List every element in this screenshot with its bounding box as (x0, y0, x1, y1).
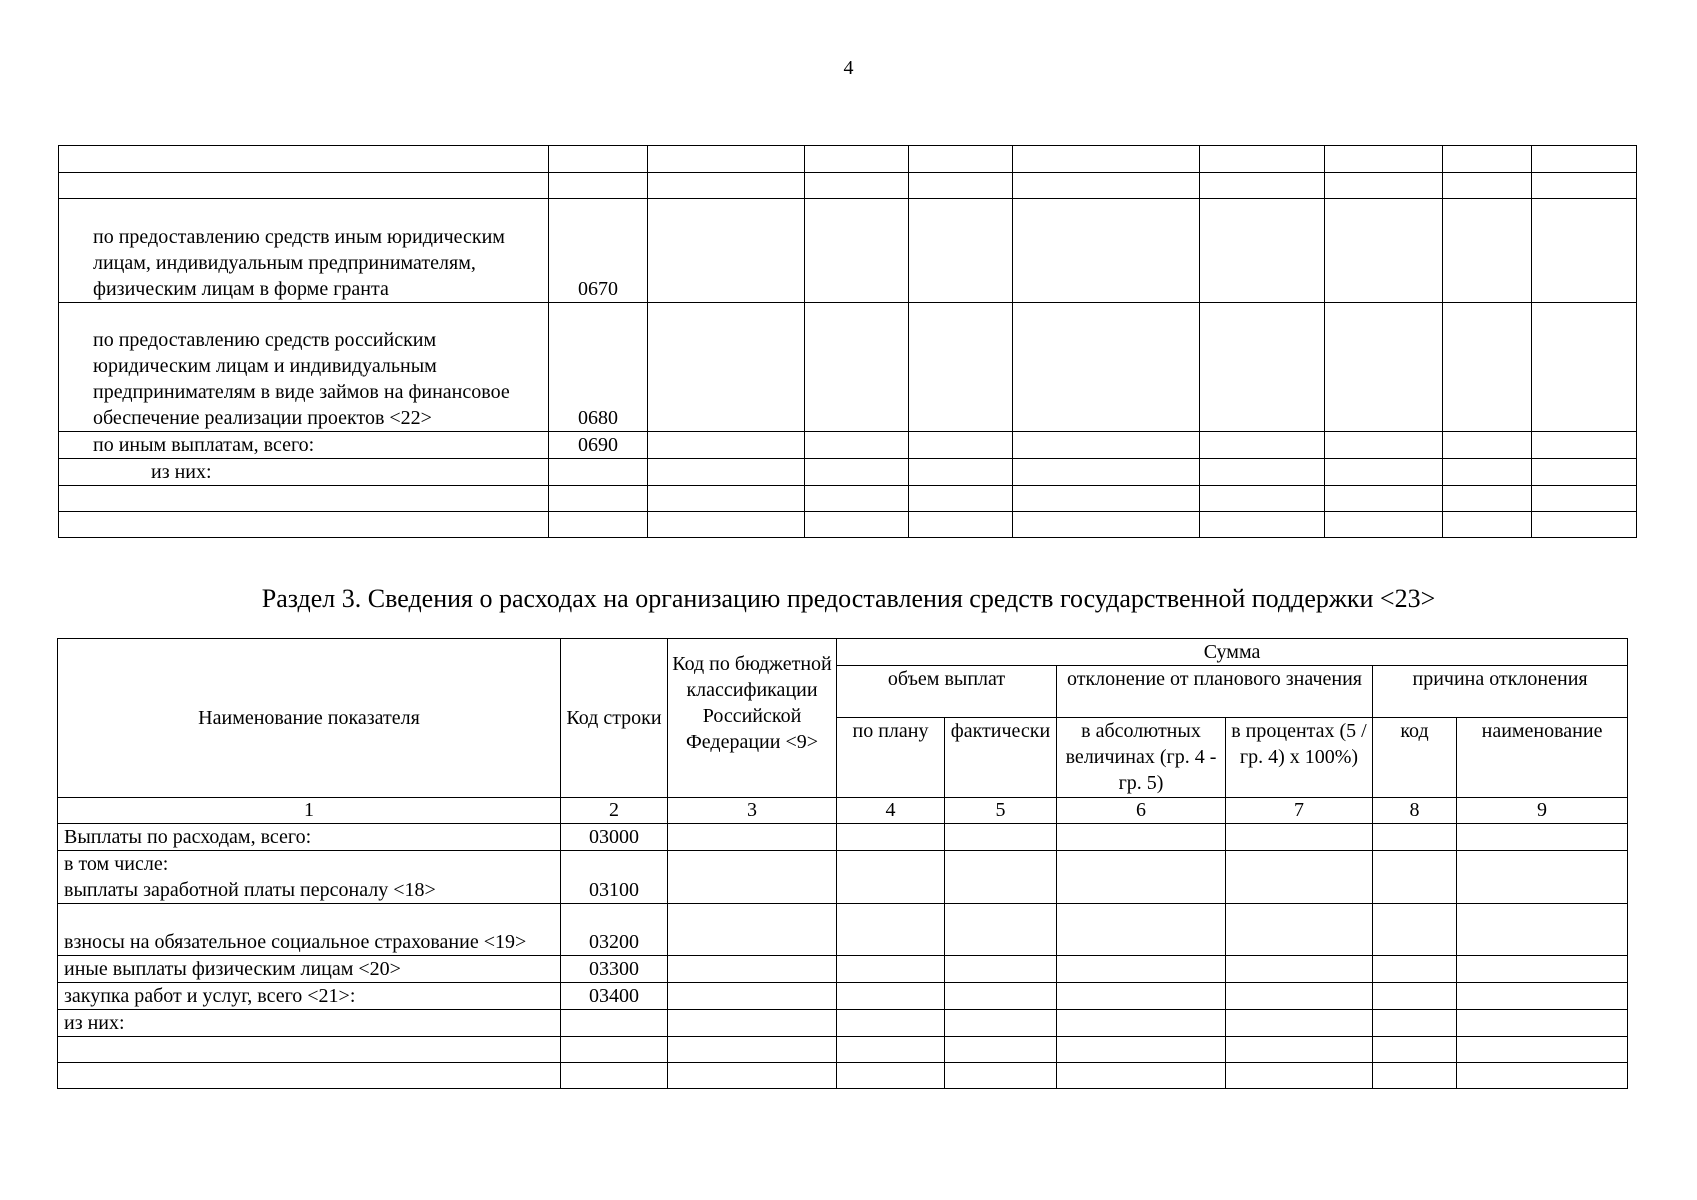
table-cell (1013, 146, 1200, 173)
header-actual: фактически (945, 718, 1057, 798)
table-cell (909, 459, 1013, 486)
table-cell (1532, 173, 1637, 199)
table-cell (909, 512, 1013, 538)
table-cell (837, 851, 945, 904)
table-cell (837, 904, 945, 956)
row-code: 03400 (561, 983, 668, 1010)
table-cell (648, 512, 805, 538)
table-cell (1325, 459, 1443, 486)
table-row (59, 432, 1637, 459)
row-name: по иным выплатам, всего: (59, 432, 549, 459)
table-cell (1532, 486, 1637, 512)
table-cell (1226, 1037, 1373, 1063)
table-cell (1200, 432, 1325, 459)
table-cell (668, 983, 837, 1010)
table-cell (1200, 486, 1325, 512)
header-reason-code: код (1373, 718, 1457, 798)
table-cell (805, 432, 909, 459)
table-cell (1325, 146, 1443, 173)
table-cell (1443, 146, 1532, 173)
table-row (59, 199, 1637, 303)
table-cell (1532, 432, 1637, 459)
table-cell (1226, 904, 1373, 956)
table-cell (1457, 1037, 1628, 1063)
row-code: 0670 (549, 199, 648, 303)
table-row (59, 512, 1637, 538)
table-cell (668, 851, 837, 904)
table-cell (837, 1037, 945, 1063)
table-cell (1443, 512, 1532, 538)
row-code (549, 459, 648, 486)
table-cell (1532, 512, 1637, 538)
table-cell (805, 512, 909, 538)
table-cell (909, 173, 1013, 199)
table-cell (805, 173, 909, 199)
row-name: взносы на обязательное социальное страхование <19> (58, 904, 561, 956)
column-number: 9 (1457, 798, 1628, 824)
table-cell (668, 904, 837, 956)
table-cell (1200, 173, 1325, 199)
table-row (59, 486, 1637, 512)
table-row (58, 851, 1628, 904)
table-row (59, 459, 1637, 486)
column-number: 8 (1373, 798, 1457, 824)
row-name: иные выплаты физическим лицам <20> (58, 956, 561, 983)
row-name (59, 173, 549, 199)
row-name: из них: (58, 1010, 561, 1037)
table-cell (668, 1010, 837, 1037)
table-cell (1013, 173, 1200, 199)
table-cell (1057, 1063, 1226, 1089)
row-name (59, 146, 549, 173)
expenses-table (57, 638, 1628, 1089)
table-cell (648, 173, 805, 199)
row-code (549, 486, 648, 512)
row-name (59, 512, 549, 538)
table-cell (1443, 486, 1532, 512)
column-number: 1 (58, 798, 561, 824)
column-number: 4 (837, 798, 945, 824)
row-code (561, 1010, 668, 1037)
table-row (58, 1063, 1628, 1089)
table-cell (1200, 146, 1325, 173)
table-cell (837, 824, 945, 851)
table-cell (1325, 432, 1443, 459)
table-row (58, 956, 1628, 983)
table-row (59, 303, 1637, 432)
table-cell (909, 146, 1013, 173)
table-cell (668, 824, 837, 851)
row-code (561, 1063, 668, 1089)
table-cell (1200, 512, 1325, 538)
table-cell (1226, 824, 1373, 851)
table-cell (668, 1063, 837, 1089)
header-row (58, 639, 1628, 666)
table-cell (1013, 199, 1200, 303)
row-code (561, 1037, 668, 1063)
table-cell (909, 303, 1013, 432)
table-row (58, 904, 1628, 956)
table-cell (1200, 199, 1325, 303)
table-cell (805, 199, 909, 303)
table-cell (1457, 1010, 1628, 1037)
header-line-code: Код строки (561, 639, 668, 798)
table-cell (1226, 851, 1373, 904)
table-cell (668, 1037, 837, 1063)
table-cell (1057, 904, 1226, 956)
table-cell (805, 146, 909, 173)
table-cell (837, 956, 945, 983)
table-cell (1325, 486, 1443, 512)
table-cell (1200, 303, 1325, 432)
row-code: 03100 (561, 851, 668, 904)
header-name: Наименование показателя (58, 639, 561, 798)
row-name: по предоставлению средств российским юридическим лицам и индивидуальным предпринимателям в виде займов на финансовое обеспечение реализации проектов <22> (59, 303, 549, 432)
table-cell (1443, 199, 1532, 303)
table-cell (1013, 459, 1200, 486)
table-cell (648, 303, 805, 432)
table-cell (837, 1010, 945, 1037)
table-cell (1373, 983, 1457, 1010)
table-cell (909, 432, 1013, 459)
table-cell (945, 983, 1057, 1010)
column-number-row (58, 798, 1628, 824)
table-cell (648, 432, 805, 459)
row-name: закупка работ и услуг, всего <21>: (58, 983, 561, 1010)
table-cell (1457, 956, 1628, 983)
table-cell (945, 904, 1057, 956)
table-row (59, 146, 1637, 173)
table-cell (909, 486, 1013, 512)
column-number: 6 (1057, 798, 1226, 824)
table-cell (648, 459, 805, 486)
table-row (58, 1010, 1628, 1037)
header-reason-name: наименование (1457, 718, 1628, 798)
table-cell (1200, 459, 1325, 486)
table-cell (1325, 303, 1443, 432)
column-number: 5 (945, 798, 1057, 824)
table-cell (1226, 1010, 1373, 1037)
table-cell (945, 824, 1057, 851)
table-cell (1373, 1037, 1457, 1063)
table-cell (1057, 983, 1226, 1010)
table-cell (1532, 303, 1637, 432)
table-cell (1013, 303, 1200, 432)
table-cell (1457, 1063, 1628, 1089)
table-cell (1373, 1010, 1457, 1037)
table-cell (1057, 956, 1226, 983)
table-cell (945, 956, 1057, 983)
row-code: 03000 (561, 824, 668, 851)
table-cell (1457, 851, 1628, 904)
header-budget-code: Код по бюджетной классификации Российской Федерации <9> (668, 639, 837, 798)
table-row (58, 983, 1628, 1010)
row-code: 0680 (549, 303, 648, 432)
table-cell (1443, 303, 1532, 432)
table-cell (1013, 486, 1200, 512)
table-cell (805, 303, 909, 432)
table-cell (1373, 956, 1457, 983)
table-cell (1443, 173, 1532, 199)
table-cell (1457, 983, 1628, 1010)
table-cell (1532, 146, 1637, 173)
row-code: 0690 (549, 432, 648, 459)
table-cell (945, 851, 1057, 904)
table-cell (1443, 432, 1532, 459)
table-cell (1226, 983, 1373, 1010)
table-cell (648, 486, 805, 512)
table-cell (945, 1010, 1057, 1037)
table-cell (1226, 956, 1373, 983)
table-cell (1057, 851, 1226, 904)
table-cell (648, 199, 805, 303)
table-cell (1057, 1010, 1226, 1037)
table-cell (1325, 512, 1443, 538)
table-cell (1532, 199, 1637, 303)
table-cell (945, 1063, 1057, 1089)
table-cell (1457, 904, 1628, 956)
table-row (58, 1037, 1628, 1063)
header-reason: причина отклонения (1373, 666, 1628, 718)
continuation-table (58, 145, 1637, 538)
table-cell (1013, 432, 1200, 459)
row-name: Выплаты по расходам, всего: (58, 824, 561, 851)
row-name (58, 1063, 561, 1089)
table-cell (1373, 904, 1457, 956)
table-cell (805, 486, 909, 512)
table-cell (1373, 824, 1457, 851)
table-cell (1013, 512, 1200, 538)
header-percent: в процентах (5 / гр. 4) x 100%) (1226, 718, 1373, 798)
table-cell (1443, 459, 1532, 486)
table-cell (909, 199, 1013, 303)
section-title: Раздел 3. Сведения о расходах на организацию предоставления средств государственной поддержки <23> (261, 584, 1436, 613)
row-name: в том числе: выплаты заработной платы персоналу <18> (58, 851, 561, 904)
header-by-plan: по плану (837, 718, 945, 798)
table-cell (668, 956, 837, 983)
row-code: 03200 (561, 904, 668, 956)
header-sum: Сумма (837, 639, 1628, 666)
row-name: из них: (59, 459, 549, 486)
table-row (59, 173, 1637, 199)
table-cell (1226, 1063, 1373, 1089)
table-cell (1325, 173, 1443, 199)
row-code (549, 173, 648, 199)
row-code (549, 512, 648, 538)
row-code (549, 146, 648, 173)
table-cell (837, 983, 945, 1010)
table-row (58, 824, 1628, 851)
table-cell (1457, 824, 1628, 851)
header-payments-volume: объем выплат (837, 666, 1057, 718)
table-cell (945, 1037, 1057, 1063)
table-cell (1373, 1063, 1457, 1089)
row-name (59, 486, 549, 512)
column-number: 2 (561, 798, 668, 824)
row-name (58, 1037, 561, 1063)
column-number: 3 (668, 798, 837, 824)
table-cell (648, 146, 805, 173)
row-code: 03300 (561, 956, 668, 983)
page-number: 4 (843, 57, 854, 79)
table-cell (805, 459, 909, 486)
table-cell (1532, 459, 1637, 486)
header-absolute: в абсолютных величинах (гр. 4 - гр. 5) (1057, 718, 1226, 798)
column-number: 7 (1226, 798, 1373, 824)
table-cell (1057, 824, 1226, 851)
table-cell (1325, 199, 1443, 303)
table-cell (1373, 851, 1457, 904)
row-name: по предоставлению средств иным юридическим лицам, индивидуальным предпринимателям, физическим лицам в форме гранта (59, 199, 549, 303)
table-cell (837, 1063, 945, 1089)
table-cell (1057, 1037, 1226, 1063)
header-deviation: отклонение от планового значения (1057, 666, 1373, 718)
